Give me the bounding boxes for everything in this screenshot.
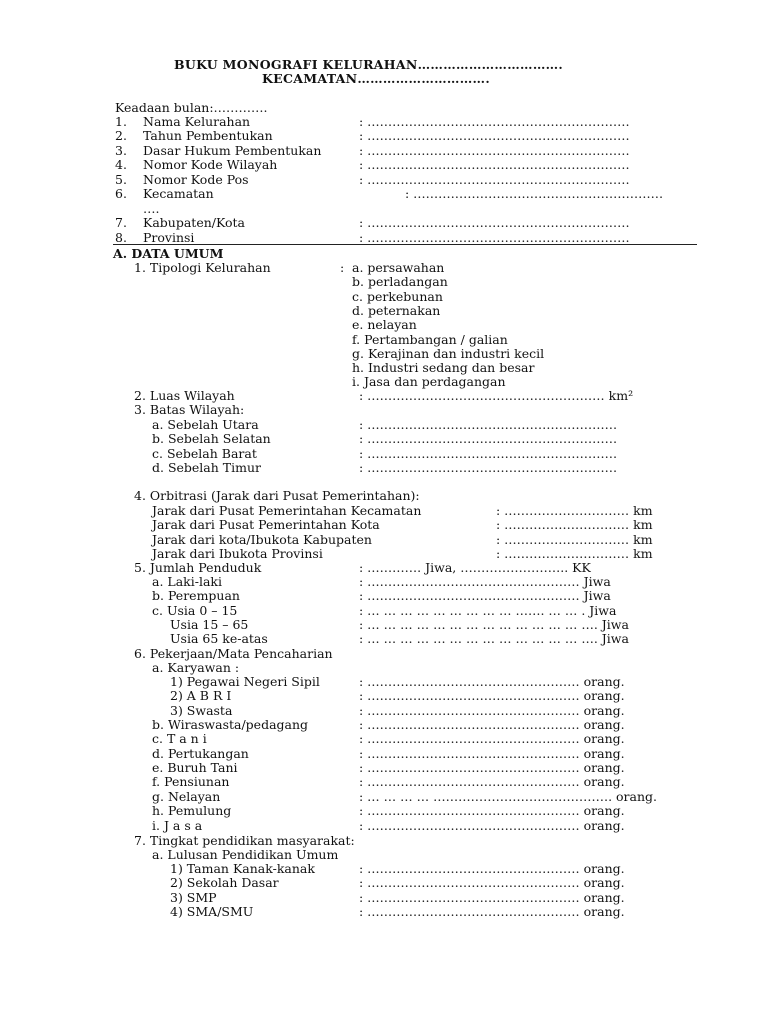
penduduk-label: 5. Jumlah Penduduk	[134, 560, 262, 575]
identitas-value: : ………………………………………………………	[359, 128, 630, 143]
pekerjaan-label: h. Pemulung	[152, 803, 232, 819]
identitas-num: 2.	[115, 128, 127, 143]
identitas-num: 3.	[115, 143, 127, 158]
pekerjaan-value: : …………………………………………… orang.	[359, 745, 625, 761]
title-line-2: KECAMATAN………………………….	[262, 71, 490, 86]
pekerjaan-label: 6. Pekerjaan/Mata Pencaharian	[134, 646, 333, 661]
pekerjaan-value: : …………………………………………… orang.	[359, 760, 625, 776]
pekerjaan-label: g. Nelayan	[152, 788, 221, 804]
tipologi-option: g. Kerajinan dan industri kecil	[352, 345, 545, 361]
identitas-label: Nama Kelurahan	[143, 114, 251, 129]
pekerjaan-label: i. J a s a	[152, 817, 203, 833]
penduduk-value: : … … … … … … … … … … … … … …. Jiwa	[359, 631, 629, 647]
pendidikan-value: : …………………………………………… orang.	[359, 903, 625, 919]
pendidikan-label: 1) Taman Kanak-kanak	[170, 861, 315, 876]
tipologi-option: e. nelayan	[352, 317, 417, 333]
identitas-num: 1.	[115, 114, 127, 129]
identitas-value: : ………………………………………………………	[359, 143, 630, 158]
batas-label: d. Sebelah Timur	[152, 459, 261, 475]
identitas-value: : ………………………………………………………	[359, 215, 630, 230]
tipologi-option: i. Jasa dan perdagangan	[352, 374, 506, 390]
orbitrasi-value: : ………………………… km	[496, 545, 653, 561]
tipologi-option: f. Pertambangan / galian	[352, 331, 508, 347]
identitas-value: : ………………………………………………………	[359, 172, 630, 187]
identitas-label: Provinsi	[143, 230, 195, 245]
orbitrasi-value: : ………………………… km	[496, 503, 653, 518]
pendidikan-label: 2) Sekolah Dasar	[170, 875, 279, 891]
tipologi-option: a. persawahan	[352, 260, 445, 275]
pekerjaan-value: : …………………………………………… orang.	[359, 674, 625, 689]
orbitrasi-label: Jarak dari Pusat Pemerintahan Kota	[152, 517, 380, 533]
tipologi-option: c. perkebunan	[352, 288, 443, 304]
batas-value: : ……………………………………………………	[359, 431, 618, 447]
keadaan-bulan: Keadaan bulan:………….	[115, 100, 268, 115]
tipologi-colon: :	[340, 260, 345, 275]
pekerjaan-value: : …………………………………………… orang.	[359, 717, 625, 733]
identitas-value: : ………………………………………………………	[359, 114, 630, 129]
penduduk-value: : …………………………………………… Jiwa	[359, 588, 611, 604]
luas-label: 2. Luas Wilayah	[134, 388, 235, 403]
pekerjaan-label: d. Pertukangan	[152, 745, 249, 761]
identitas-num: 5.	[115, 172, 127, 187]
pendidikan-sub: a. Lulusan Pendidikan Umum	[152, 847, 339, 862]
pekerjaan-label: f. Pensiunan	[152, 774, 230, 790]
identitas-num: 7.	[115, 215, 127, 230]
pendidikan-label: 4) SMA/SMU	[170, 903, 254, 919]
batas-label: b. Sebelah Selatan	[152, 431, 271, 447]
pekerjaan-value: : … … … … ……………………………………. orang.	[359, 788, 658, 804]
identitas-label: Nomor Kode Pos	[143, 172, 249, 187]
orbitrasi-value: : ………………………… km	[496, 531, 653, 547]
identitas-num: 6.	[115, 186, 127, 201]
pekerjaan-label: e. Buruh Tani	[152, 760, 238, 776]
batas-label: a. Sebelah Utara	[152, 417, 259, 432]
batas-value: : ……………………………………………………	[359, 459, 618, 475]
penduduk-label: Usia 15 – 65	[170, 616, 249, 632]
orbitrasi-label: Jarak dari Pusat Pemerintahan Kecamatan	[152, 503, 422, 518]
identitas-value: : ………………………………………………………	[359, 157, 630, 172]
batas-label: 3. Batas Wilayah:	[134, 402, 245, 417]
identitas-label: Kecamatan	[143, 186, 214, 201]
pekerjaan-value: : …………………………………………… orang.	[359, 803, 625, 819]
penduduk-value: : …………………………………………… Jiwa	[359, 574, 611, 589]
penduduk-label: b. Perempuan	[152, 588, 240, 604]
orbitrasi-label: 4. Orbitrasi (Jarak dari Pusat Pemerintahan):	[134, 488, 420, 503]
orbitrasi-value: : ………………………… km	[496, 517, 653, 533]
pekerjaan-label: 1) Pegawai Negeri Sipil	[170, 674, 320, 689]
pekerjaan-value: : …………………………………………… orang.	[359, 774, 625, 790]
tipologi-option: d. peternakan	[352, 302, 441, 318]
penduduk-value: : … … … … … … … … … … … … … …. Jiwa	[359, 616, 629, 632]
identitas-label: ….	[143, 201, 160, 216]
identitas-value: : ………………………………………………………	[359, 230, 630, 245]
pendidikan-label: 3) SMP	[170, 889, 217, 905]
pekerjaan-label: c. T a n i	[152, 731, 207, 747]
tipologi-label: 1. Tipologi Kelurahan	[134, 260, 271, 275]
pendidikan-label: 7. Tingkat pendidikan masyarakat:	[134, 833, 355, 848]
orbitrasi-label: Jarak dari kota/Ibukota Kabupaten	[152, 531, 372, 547]
identitas-num: 4.	[115, 157, 127, 172]
penduduk-label: Usia 65 ke-atas	[170, 631, 268, 647]
pekerjaan-label: 2) A B R I	[170, 688, 232, 704]
penduduk-value: : …………. Jiwa, …………………….. KK	[359, 560, 591, 575]
penduduk-label: c. Usia 0 – 15	[152, 602, 238, 618]
karyawan-label: a. Karyawan :	[152, 660, 240, 675]
pendidikan-value: : …………………………………………… orang.	[359, 875, 625, 891]
title-line-1: BUKU MONOGRAFI KELURAHAN…………………………….	[174, 57, 564, 72]
identitas-label: Nomor Kode Wilayah	[143, 157, 278, 172]
luas-value: : ………………………………………………… km²	[359, 388, 634, 403]
pekerjaan-value: : …………………………………………… orang.	[359, 702, 625, 718]
penduduk-label: a. Laki-laki	[152, 574, 222, 589]
batas-value: : ……………………………………………………	[359, 445, 618, 461]
penduduk-value: : … … … … … … … … … ……. … … . Jiwa	[359, 602, 617, 618]
pekerjaan-label: b. Wiraswasta/pedagang	[152, 717, 309, 733]
identitas-value: : ……………………………………………………	[405, 186, 664, 201]
identitas-label: Dasar Hukum Pembentukan	[143, 143, 322, 158]
section-data-umum: A. DATA UMUM	[113, 246, 224, 261]
tipologi-option: h. Industri sedang dan besar	[352, 360, 535, 376]
pendidikan-value: : …………………………………………… orang.	[359, 889, 625, 905]
pekerjaan-value: : …………………………………………… orang.	[359, 731, 625, 747]
identitas-label: Kabupaten/Kota	[143, 215, 245, 230]
pekerjaan-value: : …………………………………………… orang.	[359, 688, 625, 704]
divider-line	[113, 244, 697, 245]
tipologi-option: b. perladangan	[352, 274, 448, 290]
identitas-num: 8.	[115, 230, 127, 245]
pekerjaan-label: 3) Swasta	[170, 702, 233, 718]
batas-label: c. Sebelah Barat	[152, 445, 257, 461]
pekerjaan-value: : …………………………………………… orang.	[359, 817, 625, 833]
pendidikan-value: : …………………………………………… orang.	[359, 861, 625, 876]
batas-value: : ……………………………………………………	[359, 417, 618, 432]
orbitrasi-label: Jarak dari Ibukota Provinsi	[152, 545, 323, 561]
identitas-label: Tahun Pembentukan	[143, 128, 273, 143]
